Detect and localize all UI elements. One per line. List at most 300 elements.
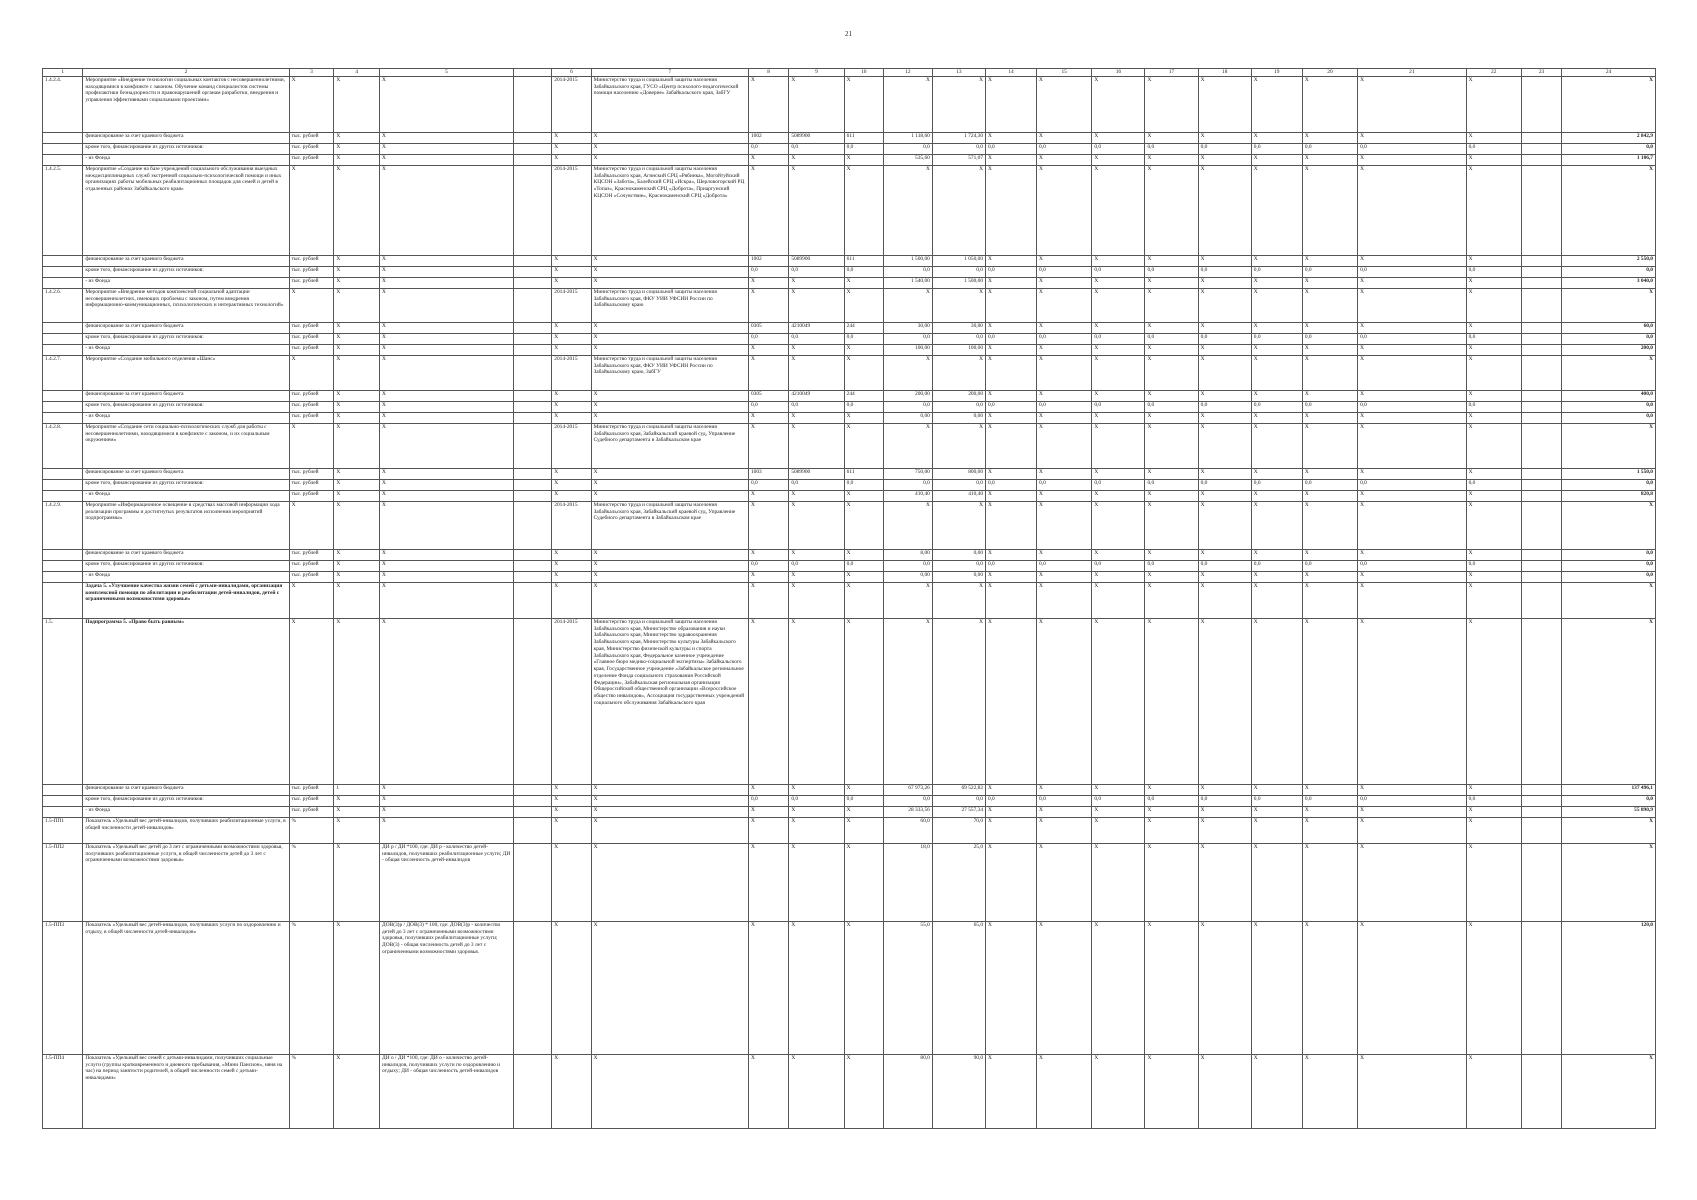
table-row — [43, 560, 1656, 571]
row-code-cell: 1.4.2.4. — [43, 76, 83, 132]
table-cell: X — [986, 468, 1037, 479]
table-cell: тыс. рублей — [289, 795, 334, 806]
table-cell: тыс. рублей — [289, 344, 334, 355]
table-cell: X — [1198, 344, 1251, 355]
table-cell: X — [1358, 255, 1466, 266]
table-cell: X — [1037, 843, 1092, 921]
table-cell: X — [1251, 1054, 1302, 1128]
table-cell: X — [986, 288, 1037, 322]
table-cell: X — [591, 784, 748, 795]
table-cell: X — [1358, 571, 1466, 582]
table-cell: X — [748, 277, 788, 288]
table-cell: 0,0 — [883, 560, 932, 571]
table-cell: X — [883, 76, 932, 132]
table-cell: X — [591, 143, 748, 154]
table-cell — [514, 76, 552, 132]
table-row — [43, 322, 1656, 333]
table-cell: X — [552, 817, 591, 843]
table-cell: 0,0 — [986, 560, 1037, 571]
table-cell: X — [1562, 355, 1656, 390]
table-cell: X — [552, 549, 591, 560]
table-cell: X — [591, 277, 748, 288]
table-cell: 0,0 — [1145, 560, 1198, 571]
table-cell: X — [334, 165, 380, 255]
table-cell: X — [380, 479, 514, 490]
table-row — [43, 255, 1656, 266]
table-cell: X — [380, 618, 514, 784]
table-cell: Показатель «Удельный вес детей-инвалидов, получивших услуги по оздоровлению и отдыху, в общей численности детей-инвалидов» — [83, 921, 289, 1054]
table-cell — [514, 806, 552, 817]
column-header: 16 — [1092, 69, 1145, 77]
table-cell — [1521, 479, 1561, 490]
table-cell: X — [1466, 132, 1521, 143]
table-cell: X — [748, 784, 788, 795]
table-cell: X — [1251, 571, 1302, 582]
table-cell: X — [1092, 490, 1145, 501]
table-cell: 2014-2015 — [552, 165, 591, 255]
table-cell — [1521, 501, 1561, 549]
table-cell: X — [380, 165, 514, 255]
table-cell: 0,0 — [748, 143, 788, 154]
table-cell: Министерство труда и социальной защиты населения Забайкальского края, Забайкальский краевой суд, Управление Судебного департамента в Забайкальском крае — [591, 423, 748, 468]
table-cell: 55,0 — [883, 921, 932, 1054]
table-cell: X — [789, 165, 844, 255]
table-cell: тыс. рублей — [289, 560, 334, 571]
table-row — [43, 401, 1656, 412]
table-cell: X — [552, 277, 591, 288]
table-cell: X — [1092, 806, 1145, 817]
table-cell: 1002 — [748, 255, 788, 266]
table-cell: X — [1037, 490, 1092, 501]
table-cell: 0,0 — [932, 401, 985, 412]
table-cell: X — [1145, 390, 1198, 401]
table-cell: 0,0 — [1466, 479, 1521, 490]
table-cell: 100,00 — [883, 344, 932, 355]
table-cell: X — [1037, 806, 1092, 817]
column-header — [514, 69, 552, 77]
table-cell: X — [1198, 843, 1251, 921]
row-code-cell: 1.4.2.7. — [43, 355, 83, 390]
table-cell: 0,0 — [1358, 479, 1466, 490]
table-cell — [1521, 333, 1561, 344]
table-cell: 0,0 — [1145, 479, 1198, 490]
table-cell: X — [748, 165, 788, 255]
table-cell: X — [334, 277, 380, 288]
table-cell: кроме того, финансирование из других источников: — [83, 143, 289, 154]
table-cell: X — [552, 843, 591, 921]
row-code-cell — [43, 154, 83, 165]
table-row — [43, 333, 1656, 344]
table-cell: X — [1198, 423, 1251, 468]
table-cell: Показатель «Удельный вес детей-инвалидов, получивших реабилитационные услуги, в общей численности детей-инвалидов» — [83, 817, 289, 843]
table-cell: - из Фонда — [83, 571, 289, 582]
table-cell: финансирование за счет краевого бюджета — [83, 322, 289, 333]
column-header: 1 — [43, 69, 83, 77]
table-cell: X — [1145, 132, 1198, 143]
table-cell: X — [844, 490, 883, 501]
table-cell: X — [289, 501, 334, 549]
table-cell: X — [932, 501, 985, 549]
table-cell: X — [1251, 165, 1302, 255]
table-cell: X — [380, 468, 514, 479]
table-cell: X — [380, 76, 514, 132]
table-cell: X — [591, 401, 748, 412]
table-cell: X — [932, 76, 985, 132]
table-cell: Министерство труда и социальной защиты населения Забайкальского края, ГУСО «Центр психолого-педагогической помощи населению «Доверие» Забайкальского края, ЗабГУ — [591, 76, 748, 132]
column-header: 21 — [1358, 69, 1466, 77]
table-cell: - из Фонда — [83, 154, 289, 165]
table-cell: X — [1466, 1054, 1521, 1128]
table-cell: 0,0 — [789, 401, 844, 412]
table-cell: X — [1358, 288, 1466, 322]
table-cell: X — [289, 355, 334, 390]
table-cell: X — [334, 479, 380, 490]
table-cell: 0,0 — [1302, 479, 1357, 490]
table-cell: X — [986, 784, 1037, 795]
column-header: 18 — [1198, 69, 1251, 77]
table-cell: X — [334, 795, 380, 806]
table-cell: X — [591, 817, 748, 843]
table-cell: X — [789, 618, 844, 784]
table-cell — [1521, 806, 1561, 817]
table-cell: 67 973,26 — [883, 784, 932, 795]
table-cell: 0,0 — [844, 333, 883, 344]
table-cell: X — [1145, 277, 1198, 288]
table-cell: 611 — [844, 468, 883, 479]
table-cell: X — [1466, 806, 1521, 817]
table-cell — [514, 784, 552, 795]
table-cell: X — [1358, 843, 1466, 921]
table-cell: X — [334, 1054, 380, 1128]
table-cell: 0,0 — [1037, 479, 1092, 490]
table-cell: тыс. рублей — [289, 322, 334, 333]
table-cell: X — [1145, 784, 1198, 795]
table-row — [43, 571, 1656, 582]
table-cell — [514, 560, 552, 571]
table-cell: X — [748, 618, 788, 784]
table-cell: X — [1037, 582, 1092, 618]
table-cell: 0,0 — [1358, 266, 1466, 277]
table-cell: финансирование за счет краевого бюджета — [83, 784, 289, 795]
table-cell: X — [1251, 390, 1302, 401]
table-cell: кроме того, финансирование из других источников: — [83, 560, 289, 571]
table-cell: X — [1145, 412, 1198, 423]
table-cell: 1 050,00 — [932, 255, 985, 266]
table-cell: 0,0 — [1145, 333, 1198, 344]
table-cell: X — [844, 277, 883, 288]
table-cell: X — [1037, 165, 1092, 255]
table-cell — [514, 132, 552, 143]
table-cell: 611 — [844, 255, 883, 266]
table-cell — [1521, 412, 1561, 423]
table-row — [43, 468, 1656, 479]
table-cell: X — [1302, 132, 1357, 143]
table-cell: X — [844, 165, 883, 255]
table-cell: X — [552, 266, 591, 277]
table-cell: 0,0 — [844, 266, 883, 277]
table-cell — [1521, 390, 1561, 401]
table-cell: X — [1198, 355, 1251, 390]
table-cell: 8,00 — [883, 549, 932, 560]
table-cell — [514, 921, 552, 1054]
table-cell: X — [552, 1054, 591, 1128]
table-cell: X — [1358, 817, 1466, 843]
table-cell: X — [334, 423, 380, 468]
table-cell: X — [986, 843, 1037, 921]
table-cell: X — [1251, 806, 1302, 817]
table-cell: 137 496,1 — [1562, 784, 1656, 795]
row-code-cell — [43, 143, 83, 154]
table-cell: X — [1302, 843, 1357, 921]
table-cell: X — [1037, 322, 1092, 333]
table-cell: X — [1358, 423, 1466, 468]
table-cell: X — [748, 921, 788, 1054]
table-cell: 410,40 — [883, 490, 932, 501]
table-cell: 0,0 — [1092, 795, 1145, 806]
table-cell — [514, 490, 552, 501]
table-cell: финансирование за счет краевого бюджета — [83, 468, 289, 479]
table-cell: 1 540,00 — [883, 277, 932, 288]
table-cell: X — [1092, 355, 1145, 390]
table-cell: тыс. рублей — [289, 571, 334, 582]
table-cell: 0,0 — [1037, 143, 1092, 154]
table-cell: X — [334, 355, 380, 390]
table-cell: X — [380, 143, 514, 154]
table-cell — [1521, 795, 1561, 806]
table-cell: кроме того, финансирование из других источников: — [83, 401, 289, 412]
table-cell: 2014-2015 — [552, 501, 591, 549]
table-cell: X — [932, 355, 985, 390]
table-cell: X — [748, 571, 788, 582]
table-cell: X — [789, 806, 844, 817]
table-cell: X — [1092, 344, 1145, 355]
table-cell — [1521, 784, 1561, 795]
table-cell: X — [1302, 468, 1357, 479]
table-cell: тыс. рублей — [289, 412, 334, 423]
table-cell: X — [844, 806, 883, 817]
table-cell: X — [380, 266, 514, 277]
table-cell: X — [552, 795, 591, 806]
table-cell: X — [1302, 571, 1357, 582]
table-cell: 200,00 — [932, 390, 985, 401]
table-cell: X — [1198, 549, 1251, 560]
table-cell: X — [591, 549, 748, 560]
table-cell: 5089900 — [789, 468, 844, 479]
table-cell: X — [986, 1054, 1037, 1128]
table-cell: 0,00 — [883, 412, 932, 423]
table-cell: X — [1092, 1054, 1145, 1128]
table-cell: X — [1092, 618, 1145, 784]
table-cell: тыс. рублей — [289, 549, 334, 560]
table-cell: X — [748, 549, 788, 560]
table-cell: X — [1145, 76, 1198, 132]
table-cell: X — [1251, 288, 1302, 322]
table-cell: финансирование за счет краевого бюджета — [83, 549, 289, 560]
table-cell: X — [1302, 1054, 1357, 1128]
table-cell: X — [1037, 255, 1092, 266]
table-cell: X — [380, 412, 514, 423]
table-row — [43, 921, 1656, 1054]
table-cell: тыс. рублей — [289, 277, 334, 288]
table-cell: X — [591, 479, 748, 490]
table-cell: тыс. рублей — [289, 333, 334, 344]
table-cell: X — [1466, 288, 1521, 322]
table-cell: 2014-2015 — [552, 76, 591, 132]
table-cell: X — [552, 132, 591, 143]
row-code-cell — [43, 490, 83, 501]
table-cell: X — [334, 806, 380, 817]
table-cell: X — [1092, 784, 1145, 795]
table-cell: 0,0 — [1037, 795, 1092, 806]
table-cell: X — [1198, 582, 1251, 618]
table-cell: X — [1092, 288, 1145, 322]
table-cell: X — [380, 288, 514, 322]
table-cell: 0,0 — [789, 143, 844, 154]
row-code-cell: 1.5-ПП1 — [43, 817, 83, 843]
table-cell: тыс. рублей — [289, 143, 334, 154]
table-cell: X — [1037, 468, 1092, 479]
table-cell: X — [1358, 490, 1466, 501]
table-cell: X — [552, 333, 591, 344]
table-cell: X — [380, 571, 514, 582]
table-row — [43, 490, 1656, 501]
table-cell: 535,60 — [883, 154, 932, 165]
table-cell: X — [986, 549, 1037, 560]
table-cell: X — [334, 132, 380, 143]
table-cell: 2014-2015 — [552, 288, 591, 322]
table-cell: X — [1302, 921, 1357, 1054]
table-cell: X — [1251, 344, 1302, 355]
table-cell: X — [1037, 1054, 1092, 1128]
table-cell: X — [1302, 784, 1357, 795]
table-cell: Министерство труда и социальной защиты населения Забайкальского края, Забайкальский краевой суд, Управление Судебного департамента в Забайкальском крае — [591, 501, 748, 549]
table-row — [43, 423, 1656, 468]
table-cell: X — [1358, 355, 1466, 390]
row-code-cell: 1.5-ПП4 — [43, 1054, 83, 1128]
table-cell: 611 — [844, 132, 883, 143]
table-cell: 25,0 — [932, 843, 985, 921]
table-cell: % — [289, 817, 334, 843]
table-cell: 0,0 — [932, 143, 985, 154]
table-cell: X — [334, 154, 380, 165]
table-cell: - из Фонда — [83, 344, 289, 355]
table-cell — [1521, 490, 1561, 501]
table-cell: 3 040,0 — [1562, 277, 1656, 288]
table-row — [43, 817, 1656, 843]
table-cell: X — [789, 501, 844, 549]
table-cell: 0,0 — [1251, 795, 1302, 806]
table-cell: X — [1198, 1054, 1251, 1128]
page-number: 21 — [845, 30, 852, 38]
table-cell: X — [1466, 490, 1521, 501]
column-header: 19 — [1251, 69, 1302, 77]
table-cell: X — [1466, 423, 1521, 468]
table-cell: X — [1302, 288, 1357, 322]
table-cell: X — [748, 344, 788, 355]
table-cell: X — [1302, 618, 1357, 784]
table-cell: X — [1037, 76, 1092, 132]
table-cell: 0,0 — [1302, 560, 1357, 571]
table-cell: X — [1092, 390, 1145, 401]
table-cell: 0,0 — [883, 333, 932, 344]
table-cell: 0,0 — [844, 143, 883, 154]
table-cell: X — [380, 490, 514, 501]
table-cell: X — [748, 76, 788, 132]
table-cell: 0,0 — [986, 143, 1037, 154]
table-cell: 0,0 — [1562, 549, 1656, 560]
table-cell — [1521, 1054, 1561, 1128]
column-header: 2 — [83, 69, 289, 77]
table-cell: X — [789, 355, 844, 390]
table-cell: X — [1037, 277, 1092, 288]
table-cell: X — [1302, 490, 1357, 501]
table-cell — [514, 165, 552, 255]
table-cell: X — [1145, 154, 1198, 165]
table-cell: кроме того, финансирование из других источников: — [83, 266, 289, 277]
table-cell: Мероприятие «Создание на базе учреждений социального обслуживания выездных междисциплинарных служб экстренной социально-психологической помощи и иных организациях работы мобильных реабилитационных площадок для семей и детей в отдаленных районах Забайкальского края» — [83, 165, 289, 255]
table-cell: X — [1251, 490, 1302, 501]
table-cell: тыс. рублей — [289, 479, 334, 490]
table-cell: X — [1198, 165, 1251, 255]
table-cell: X — [334, 390, 380, 401]
table-cell: X — [380, 806, 514, 817]
row-code-cell — [43, 333, 83, 344]
table-cell: 0,0 — [1251, 266, 1302, 277]
table-row — [43, 132, 1656, 143]
table-cell: 2 842,9 — [1562, 132, 1656, 143]
column-header: 17 — [1145, 69, 1198, 77]
table-cell — [514, 571, 552, 582]
table-cell: тыс. рублей — [289, 266, 334, 277]
table-row — [43, 143, 1656, 154]
table-cell: 0,0 — [1251, 560, 1302, 571]
table-cell: X — [1562, 618, 1656, 784]
table-cell — [1521, 843, 1561, 921]
table-cell: 0,0 — [1092, 143, 1145, 154]
table-cell: X — [1198, 412, 1251, 423]
table-cell: 0,0 — [1251, 401, 1302, 412]
table-cell: X — [591, 843, 748, 921]
table-cell: 100,00 — [932, 344, 985, 355]
table-row — [43, 277, 1656, 288]
table-cell: X — [334, 560, 380, 571]
table-cell: X — [1302, 423, 1357, 468]
table-cell — [1521, 921, 1561, 1054]
table-cell: X — [844, 288, 883, 322]
table-cell: X — [1466, 322, 1521, 333]
table-cell: X — [748, 154, 788, 165]
table-cell: X — [1092, 277, 1145, 288]
table-cell: X — [1358, 618, 1466, 784]
table-cell: тыс. рублей — [289, 468, 334, 479]
table-cell: X — [789, 344, 844, 355]
table-cell: 0,0 — [932, 560, 985, 571]
table-cell: X — [1302, 817, 1357, 843]
table-cell: тыс. рублей — [289, 784, 334, 795]
table-cell: X — [1198, 571, 1251, 582]
table-cell: X — [1251, 132, 1302, 143]
table-cell: 0,0 — [932, 266, 985, 277]
table-cell: X — [552, 412, 591, 423]
table-cell: X — [1358, 921, 1466, 1054]
table-cell: X — [1037, 921, 1092, 1054]
table-cell: X — [986, 355, 1037, 390]
table-cell: X — [334, 322, 380, 333]
row-code-cell — [43, 401, 83, 412]
row-code-cell — [43, 266, 83, 277]
row-code-cell: 1.4.2.5. — [43, 165, 83, 255]
table-cell: X — [552, 143, 591, 154]
